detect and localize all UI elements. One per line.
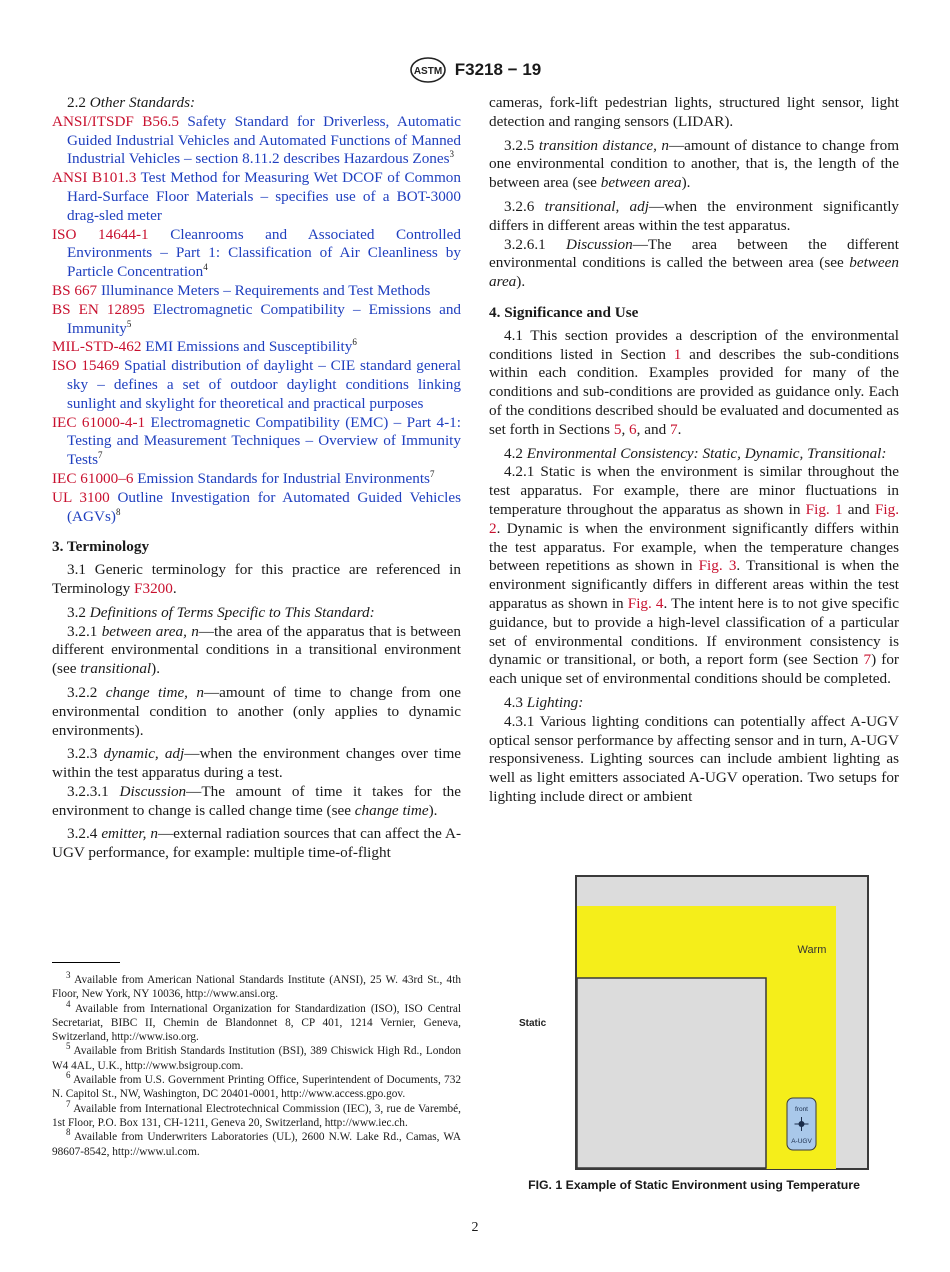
- footnote-text: Available from International Electrotechnical Commission (IEC), 3, rue de Varembé, 1st Floor, P.O. Box 131, CH-1211, Geneva 20, Switzerland, http://www.iec.ch.: [52, 1102, 461, 1129]
- footnote: [52, 970, 461, 1002]
- reference-code-link[interactable]: UL 3100: [52, 488, 110, 506]
- footnote: [52, 1098, 461, 1131]
- section-3-2-heading: 3.2 Definitions of Terms Specific to This Standard:: [67, 603, 375, 621]
- section-3-2-2: 3.2.2 change time, n—amount of time to change from one environmental condition to another (only applies to dynamic environments).: [52, 683, 461, 739]
- footnote-marker: 5: [126, 318, 132, 329]
- section-2-2-heading: 2.2 Other Standards:: [67, 94, 196, 111]
- reference-item: [52, 301, 461, 339]
- footnote-number: 3: [66, 970, 71, 981]
- footnote: [52, 1070, 461, 1102]
- f3200-link[interactable]: F3200: [134, 579, 173, 597]
- footnote-number: 4: [66, 998, 71, 1009]
- section-4-2-1: 4.2.1 Static is when the environment is similar throughout the test apparatus. For example, there are minor fluctuations in temperature throughout the apparatus as shown in Fig. 1 and Fig. 2. Dynamic is when the environment significantly differs within the test apparatus. For example, when the temperature changes between repetitions as shown in Fig. 3. Transitional is when the environment significantly differs in different areas within the test apparatus as shown in Fig. 4. The intent here is to not give specific guidance, but to provide a high-level classification of a particular set of environmental conditions. If environment consistency is dynamic or transitional, or both, a report form (see Section 7) for each unique set of environmental conditions should be completed.: [489, 463, 899, 688]
- footnote-number: 7: [66, 1098, 71, 1109]
- astm-logo-icon: [409, 56, 447, 84]
- reference-item: [52, 338, 461, 357]
- reference-title-link[interactable]: Cleanrooms and Associated Controlled Environments – Part 1: Classification of Air Cleanliness by Particle Concentration: [67, 225, 461, 281]
- warm-label: Warm: [797, 944, 827, 956]
- footnote-marker: 4: [203, 262, 208, 273]
- section-7-link[interactable]: 7: [669, 420, 678, 438]
- figure-1-caption: FIG. 1 Example of Static Environment using Temperature: [528, 1178, 860, 1192]
- section-4-heading: 4. Significance and Use: [489, 303, 639, 321]
- footnote-number: 8: [66, 1127, 71, 1138]
- section-3-2-6: 3.2.6 transitional, adj—when the environment significantly differs in different areas within the test apparatus.: [489, 197, 900, 234]
- reference-item: [52, 226, 461, 282]
- svg-text:ASTM: ASTM: [413, 66, 442, 77]
- footnote-marker: 7: [98, 450, 103, 461]
- reference-title-link[interactable]: EMI Emissions and Susceptibility: [145, 338, 353, 356]
- section-3-2-3: 3.2.3 dynamic, adj—when the environment changes over time within the test apparatus during a test.: [52, 745, 462, 782]
- section-3-2-5: 3.2.5 transition distance, n—amount of distance to change from one environmental condition to another, that is, the length of the between area (see between area).: [489, 136, 900, 192]
- section-3-1: 3.1 Generic terminology for this practice are referenced in Terminology F3200.: [52, 561, 461, 597]
- reference-title-link[interactable]: Outline Investigation for Automated Guided Vehicles (AGVs): [67, 488, 462, 525]
- reference-code-link[interactable]: IEC 61000-4-1: [52, 413, 146, 431]
- section-3-heading: 3. Terminology: [52, 538, 150, 556]
- inner-floor: [577, 978, 766, 1168]
- agv-vehicle: [787, 1098, 816, 1150]
- section-5-link[interactable]: 5: [613, 420, 622, 438]
- reference-item: [52, 489, 461, 527]
- section-3-2-1: 3.2.1 between area, n—the area of the apparatus that is between different environmental conditions in a transitional environment (see transitional).: [52, 622, 462, 678]
- reference-title-link[interactable]: Electromagnetic Compatibility – Emissions and Immunity: [67, 300, 462, 337]
- reference-code-link[interactable]: MIL-STD-462: [52, 338, 142, 356]
- standard-designation: F3218 − 19: [454, 60, 542, 79]
- fig-1-link[interactable]: Fig. 1: [805, 500, 843, 518]
- footnote-marker: 7: [429, 468, 435, 479]
- fig-4-link[interactable]: Fig. 4: [627, 594, 664, 612]
- reference-code-link[interactable]: ISO 14644-1: [52, 225, 149, 243]
- figure-1: [512, 872, 897, 1172]
- svg-text:front: front: [794, 1106, 809, 1113]
- reference-code-link[interactable]: ANSI/ITSDF B56.5: [52, 112, 179, 130]
- reference-title-link[interactable]: Illuminance Meters – Requirements and Test Methods: [100, 281, 431, 299]
- section-4-2-heading: 4.2 Environmental Consistency: Static, Dynamic, Transitional:: [504, 444, 887, 462]
- footnote-marker: 8: [115, 506, 121, 517]
- section-7-link-2[interactable]: 7: [863, 651, 872, 669]
- reference-code-link[interactable]: BS EN 12895: [52, 300, 145, 318]
- page-number: 2: [471, 1220, 479, 1235]
- reference-code-link[interactable]: ANSI B101.3: [52, 169, 137, 187]
- reference-title-link[interactable]: Electromagnetic Compatibility (EMC) – Part 4-1: Testing and Measurement Techniques – Overview of Immunity Tests: [67, 413, 461, 469]
- reference-code-link[interactable]: BS 667: [52, 281, 98, 299]
- footnote-text: Available from British Standards Institution (BSI), 389 Chiswick High Rd., London W4 4AL, U.K., http://www.bsigroup.com.: [52, 1045, 462, 1072]
- footnotes: [52, 970, 462, 1159]
- footnote-marker: 6: [352, 337, 357, 348]
- reference-title-link[interactable]: Spatial distribution of daylight – CIE standard general sky – defines a set of outdoor daylight conditions linking sunlight and skylight for theoretical and practical purposes: [67, 357, 461, 412]
- section-4-3-heading: 4.3 Lighting:: [504, 693, 584, 711]
- footnote-text: Available from American National Standards Institute (ANSI), 25 W. 43rd St., 4th Floor, New York, NY 10036, http://www.ansi.org.: [52, 974, 461, 1001]
- section-4-1: 4.1 This section provides a description of the environmental conditions listed in Section 1 and describes the sub-conditions within each condition. Examples provided for many of the conditions and sub-conditions are provided as guidance only. Each of the conditions described should be evaluated and documented as set forth in Sections 5, 6, and 7.: [489, 326, 899, 438]
- footnote-text: Available from U.S. Government Printing Office, Superintendent of Documents, 732 N. Capitol St., NW, Washington, DC 20401-0001, http://www.access.gpo.gov.: [52, 1074, 461, 1101]
- reference-title-link[interactable]: Emission Standards for Industrial Environments: [137, 469, 430, 487]
- footnote: [52, 1041, 462, 1073]
- section-3-2-3-1: 3.2.3.1 Discussion—The amount of time it takes for the environment to change is called change time (see change time).: [52, 782, 461, 819]
- footnote: [52, 998, 461, 1045]
- fig-3-link[interactable]: Fig. 3: [698, 557, 737, 575]
- reference-item: [52, 357, 461, 413]
- footnote-marker: 3: [449, 149, 455, 160]
- reference-item: [52, 113, 461, 169]
- fig-2-link[interactable]: Fig. 2: [489, 500, 899, 537]
- section-1-link[interactable]: 1: [673, 345, 682, 363]
- section-3-2-4: 3.2.4 emitter, n—external radiation sources that can affect the A-UGV performance, for example: multiple time-of-flight: [52, 825, 462, 862]
- page-header: [0, 56, 950, 84]
- reference-code-link[interactable]: ISO 15469: [52, 357, 120, 375]
- reference-item: [52, 169, 461, 225]
- left-column: [52, 94, 461, 863]
- reference-item: [52, 282, 461, 301]
- footnote-rule: [52, 962, 120, 963]
- footnote: [52, 1127, 461, 1159]
- section-3-2-6-1: 3.2.6.1 Discussion—The area between the different environmental conditions is called the between area (see between area).: [489, 235, 899, 291]
- svg-text:A-UGV: A-UGV: [791, 1138, 812, 1145]
- footnote-text: Available from Underwriters Laboratories (UL), 2600 N.W. Lake Rd., Camas, WA 98607-8542, http://www.ul.com.: [52, 1131, 461, 1158]
- static-label: Static: [519, 1018, 547, 1029]
- reference-title-link[interactable]: Safety Standard for Driverless, Automatic Guided Industrial Vehicles and Automated Functions of Manned Industrial Vehicles – section 8.11.2 describes Hazardous Zones: [67, 112, 461, 168]
- reference-code-link[interactable]: IEC 61000–6: [52, 469, 134, 487]
- reference-title-link[interactable]: Test Method for Measuring Wet DCOF of Common Hard-Surface Floor Materials – specifies use of a BOT-3000 drag-sled meter: [67, 169, 461, 224]
- section-3-2-4-continued: cameras, fork-lift pedestrian lights, structured light sensor, light detection and ranging sensors (LIDAR).: [489, 94, 899, 130]
- footnote-text: Available from International Organization for Standardization (ISO), ISO Central Secretariat, BIBC II, Chemin de Blandonnet 8, CP 401, 1214 Vernier, Geneva, Switzerland, http://www.iso.org.: [52, 1002, 461, 1044]
- right-column: [489, 94, 899, 807]
- section-6-link[interactable]: 6: [629, 420, 637, 438]
- footnote-number: 5: [66, 1041, 71, 1052]
- section-4-3-1: 4.3.1 Various lighting conditions can potentially affect A-UGV optical sensor performance by affecting sensor and in turn, A-UGV responsiveness. Lighting sources can include ambient lighting as well as light emitters associated A-UGV operation. Two setups for lighting include direct or ambient: [489, 712, 899, 805]
- reference-item: [52, 414, 461, 470]
- reference-list: [52, 113, 461, 527]
- reference-item: [52, 470, 461, 489]
- footnote-number: 6: [66, 1070, 71, 1081]
